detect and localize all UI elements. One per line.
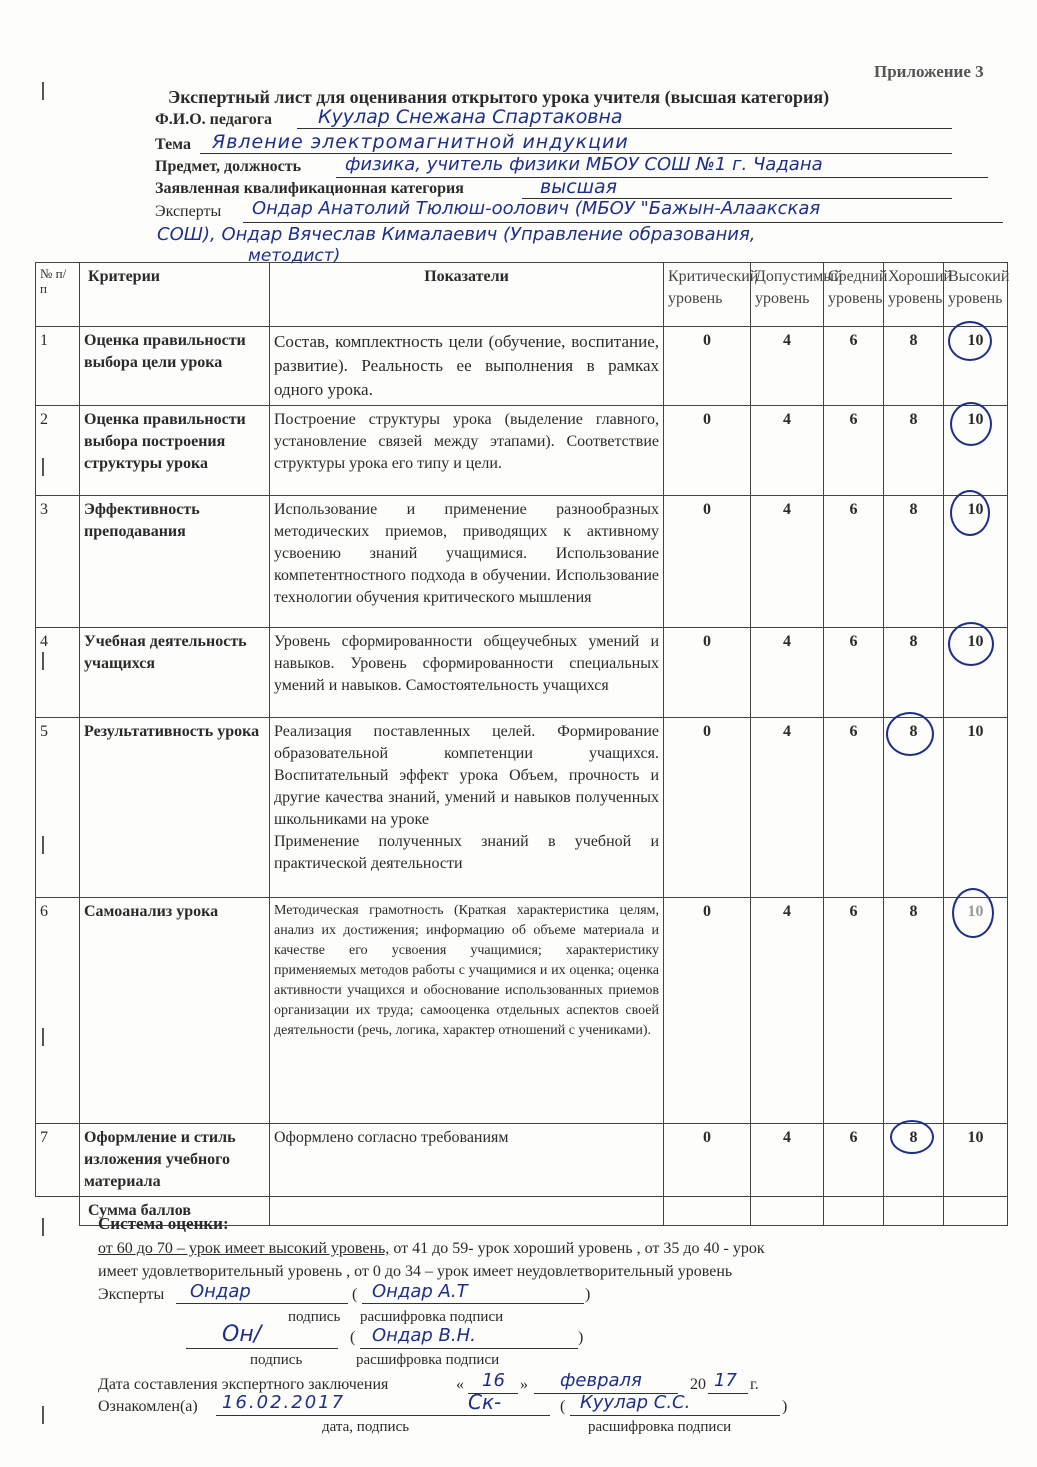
date-year-unit: г. [750,1376,759,1393]
score-cell: 6 [824,496,884,628]
criterion-cell: Самоанализ урока [80,898,270,1124]
score-cell: 0 [664,496,751,628]
table-header-row [36,263,1008,327]
score-cell: 0 [664,1124,751,1197]
theme-value: Явление электромагнитной индукции [212,131,629,153]
selected-score-circle [950,402,992,446]
table-row [36,406,1008,496]
score-cell: 4 [751,628,824,718]
expert-1-decode: Ондар А.Т [372,1281,468,1302]
score-cell-selected: 10 [944,327,1008,406]
score-cell: 10 [944,718,1008,898]
criterion-cell: Учебная деятельность учащихся [80,628,270,718]
selected-score-circle [948,321,992,361]
decode-caption-1: расшифровка подписи [360,1309,504,1325]
score-cell: 8 [884,496,944,628]
row-num: 2 [36,406,80,496]
score-cell: 8 [884,406,944,496]
row-num: 7 [36,1124,80,1197]
grading-system-line-2: имеет удовлетворительный уровень , от 0 до 34 – урок имеет неудовлетворительный уровень [98,1263,733,1280]
grading-system-title: Система оценки: [98,1214,229,1233]
table-row [36,718,1008,898]
score-cell: 4 [751,898,824,1124]
ack-signature: Ск- [468,1390,502,1414]
header-indicators: Показатели [270,263,664,327]
criterion-cell: Результативность урока [80,718,270,898]
row-num: 4 [36,628,80,718]
score-cell: 8 [884,628,944,718]
experts-line-1: Ондар Анатолий Тюлюш-оолович (МБОУ "Бажын-Алаакская [252,198,821,219]
selected-score-circle [890,1120,934,1154]
table-row [36,327,1008,406]
table-row [36,628,1008,718]
category-value: высшая [540,176,618,198]
document-title: Экспертный лист для оценивания открытого урока учителя (высшая категория) [168,87,830,107]
table-row [36,1124,1008,1197]
score-cell: 6 [824,628,884,718]
subject-value: физика, учитель физики МБОУ СОШ №1 г. Чадана [345,154,823,175]
score-cell: 4 [751,406,824,496]
criterion-cell: Оформление и стиль изложения учебного материала [80,1124,270,1197]
header-criteria: Критерии [80,263,270,327]
experts-label: Эксперты [155,203,222,220]
indicator-cell: Построение структуры урока (выделение главного, установление связей между этапами). Соответствие структуры урока его типу и цели. [270,406,664,496]
fio-label: Ф.И.О. педагога [155,111,272,128]
selected-score-circle [950,490,990,536]
experts-sign-label: Эксперты [98,1286,165,1303]
selected-score-circle [948,622,994,666]
score-cell: 6 [824,327,884,406]
date-day: 16 [482,1370,505,1391]
score-cell: 6 [824,406,884,496]
header-num: № п/ п [36,263,80,327]
sign-caption-2: подпись [250,1352,303,1368]
selected-score-circle [952,888,994,938]
indicator-cell: Методическая грамотность (Краткая характеристика целям, анализ их достижения; информацию об объеме материала и качестве его усвоения учащимися; характеристику применяемых методов работы с учащимися и их оценка; оценка активности учащихся и обоснование использованных приемов организации их труда; самооценка отдельных аспектов своей деятельности (речь, логика, характер отношений с учениками). [270,898,664,1124]
expert-1-signature: Ондар [190,1281,251,1302]
grading-high-range: от 60 до 70 – урок имеет высокий уровень, [98,1240,390,1257]
row-num: 3 [36,496,80,628]
expert-2-signature: Он/ [222,1322,262,1347]
ack-label: Ознакомлен(а) [98,1398,198,1415]
score-cell: 6 [824,1124,884,1197]
date-year-prefix: 20 [690,1376,706,1393]
row-num: 1 [36,327,80,406]
selected-score-circle [886,712,934,756]
theme-label: Тема [155,136,191,153]
score-cell: 8 [884,898,944,1124]
score-cell: 10 [944,1124,1008,1197]
date-label: Дата составления экспертного заключения [98,1376,389,1393]
score-cell: 0 [664,406,751,496]
score-cell: 0 [664,718,751,898]
score-cell-selected: 8 [884,718,944,898]
subject-label: Предмет, должность [155,158,302,175]
category-label: Заявленная квалификационная категория [155,180,464,197]
score-cell-selected: 10 [944,898,1008,1124]
score-cell: 0 [664,628,751,718]
score-cell: 6 [824,718,884,898]
ack-date: 16.02.2017 [222,1392,346,1413]
score-cell: 4 [751,718,824,898]
experts-line-3: методист) [248,246,341,266]
decode-caption-2: расшифровка подписи [356,1352,500,1368]
indicator-cell [270,718,664,898]
sign-caption-1: подпись [288,1309,341,1325]
expert-2-decode: Ондар В.Н. [372,1325,476,1346]
row-num: 5 [36,718,80,898]
indicator-cell: Уровень сформированности общеучебных умений и навыков. Уровень сформированности специальных умений и навыков. Самостоятельность учащихся [270,628,664,718]
criterion-cell: Оценка правильности выбора цели урока [80,327,270,406]
indicator-cell: Использование и применение разнообразных методических приемов, приводящих к активному усвоению знаний учащимися. Использование компетентностного подхода в обучении. Использование технологии обучения критического мышления [270,496,664,628]
score-cell: 4 [751,496,824,628]
score-cell-selected: 10 [944,496,1008,628]
indicator-cell: Состав, комплектность цели (обучение, воспитание, развитие). Реальность ее выполнения в рамках одного урока. [270,327,664,406]
criterion-cell: Эффективность преподавания [80,496,270,628]
header-level-average: Средний уровень [824,263,884,327]
header-level-good: Хороший уровень [884,263,944,327]
indicator-cell: Оформлено согласно требованиям [270,1124,664,1197]
evaluation-table [35,262,1008,1226]
header-level-acceptable: Допустимый уровень [751,263,824,327]
score-cell-selected: 10 [944,628,1008,718]
indicator-text-2: Применение полученных знаний в учебной и практической деятельности [274,833,659,872]
grading-other-ranges: от 41 до 59- урок хороший уровень , от 35 до 40 - урок [389,1240,765,1257]
score-cell: 6 [824,898,884,1124]
score-cell: 8 [884,327,944,406]
decode-caption-3: расшифровка подписи [588,1419,732,1435]
appendix-label: Приложение 3 [874,62,984,81]
sum-label: Сумма баллов [80,1197,270,1226]
experts-line-2: СОШ), Ондар Вячеслав Кималаевич (Управление образования, [157,224,756,245]
table-row [36,496,1008,628]
ack-decode: Куулар С.С. [580,1392,691,1413]
fio-value: Куулар Снежана Спартаковна [318,106,623,128]
row-num: 6 [36,898,80,1124]
score-cell-selected: 8 [884,1124,944,1197]
grading-system-line-1 [98,1240,765,1258]
date-year: 17 [714,1370,737,1391]
date-sign-caption: дата, подпись [322,1419,410,1435]
score-cell: 4 [751,1124,824,1197]
indicator-text: Реализация поставленных целей. Формирование образовательной компетенции учащихся. Воспитательный эффект урока Объем, прочность и другие качества знаний, умений и навыков полученных школьниками на уроке [274,723,659,828]
score-cell: 0 [664,898,751,1124]
header-level-critical: Критический уровень [664,263,751,327]
table-row [36,898,1008,1124]
header-level-high: Высокий уровень [944,263,1008,327]
date-month: февраля [560,1370,642,1391]
score-cell: 0 [664,327,751,406]
score-cell: 4 [751,327,824,406]
criterion-cell: Оценка правильности выбора построения структуры урока [80,406,270,496]
score-cell-selected: 10 [944,406,1008,496]
